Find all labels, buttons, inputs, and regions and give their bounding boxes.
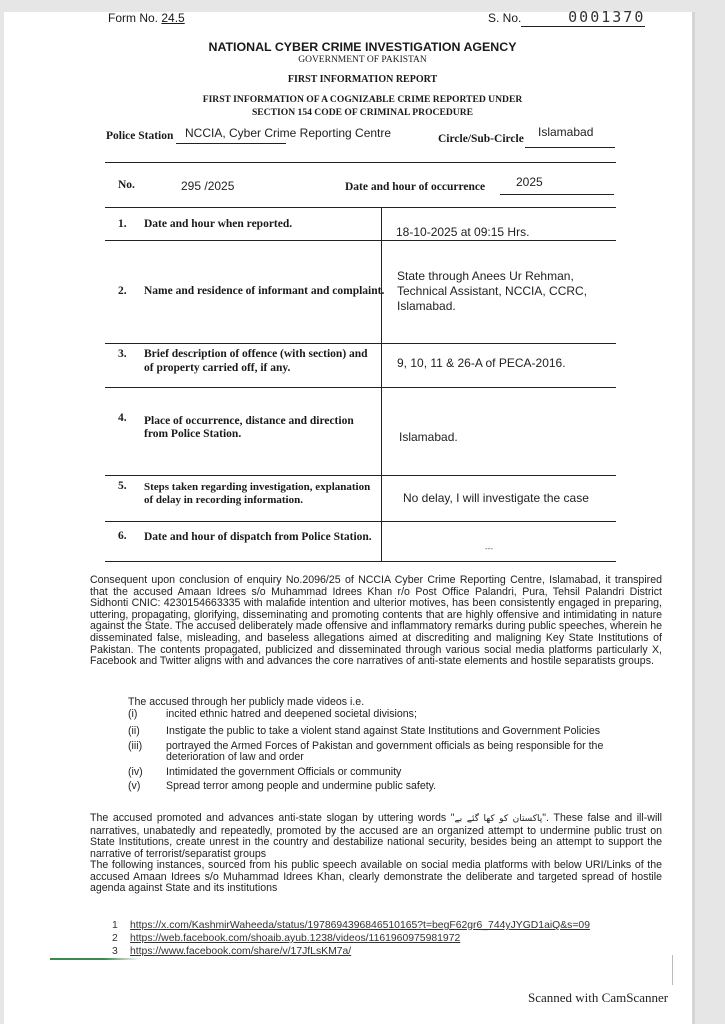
row-2-value-line1: State through Anees Ur Rehman, xyxy=(397,269,574,283)
list-marker-2: (ii) xyxy=(128,725,140,737)
row-1-label: Date and hour when reported. xyxy=(144,218,293,230)
evidence-link-2[interactable]: https://web.facebook.com/shoaib.ayub.1238/videos/1161960975981972 xyxy=(130,933,461,944)
circle-value: Islamabad xyxy=(538,125,594,139)
occurrence-value: 2025 xyxy=(516,175,543,189)
table-rule xyxy=(105,387,616,388)
row-5-label-line1: Steps taken regarding investigation, explanation xyxy=(144,481,371,493)
urdu-slogan: پاکستان کو کھا گئے بے xyxy=(454,814,543,824)
list-text-2: Instigate the public to take a violent stand against State Institutions and Government Policies xyxy=(166,725,601,737)
table-rule xyxy=(105,521,616,522)
police-station-value: NCCIA, Cyber Crime Reporting Centre xyxy=(185,126,392,140)
list-text-5: Spread terror among people and undermine public safety. xyxy=(166,780,437,792)
scan-artifact-line xyxy=(50,958,140,960)
table-rule xyxy=(105,240,616,241)
list-marker-5: (v) xyxy=(128,780,141,792)
row-6-number: 6. xyxy=(118,530,127,542)
list-marker-1: (i) xyxy=(128,708,138,720)
row-2-label: Name and residence of informant and complaint. xyxy=(144,285,385,297)
link-number-3: 3 xyxy=(112,946,118,957)
list-text-4: Intimidated the government Officials or community xyxy=(166,766,402,778)
link-row-2 xyxy=(112,933,460,944)
row-5-value: No delay, I will investigate the case xyxy=(403,491,589,505)
list-text-1: incited ethnic hatred and deepened societal divisions; xyxy=(166,708,417,720)
camscanner-watermark: Scanned with CamScanner xyxy=(528,990,669,1005)
link-number-2: 2 xyxy=(112,933,118,944)
row-3-label-line2: of property carried off, if any. xyxy=(144,362,291,374)
report-subtitle-line1: FIRST INFORMATION OF A COGNIZABLE CRIME REPORTED UNDER xyxy=(202,94,523,105)
report-title: FIRST INFORMATION REPORT xyxy=(287,74,438,85)
table-column-divider xyxy=(381,207,382,562)
row-3-value: 9, 10, 11 & 26-A of PECA-2016. xyxy=(397,356,566,370)
government-title: GOVERNMENT OF PAKISTAN xyxy=(298,55,427,65)
divider xyxy=(105,162,616,163)
form-number-label: Form No. xyxy=(108,11,159,25)
list-text-3-cont: deterioration of law and order xyxy=(166,751,304,763)
row-2-value-line2: Technical Assistant, NCCIA, CCRC, xyxy=(397,284,588,298)
serial-number xyxy=(488,8,645,27)
list-marker-4: (iv) xyxy=(128,766,143,778)
form-number xyxy=(108,11,203,25)
report-subtitle-line2: SECTION 154 CODE OF CRIMINAL PROCEDURE xyxy=(251,107,474,118)
form-number-value: 24.5 xyxy=(161,11,185,25)
evidence-link-3[interactable]: https://www.facebook.com/share/v/17JfLsKM7a/ xyxy=(130,946,352,957)
table-rule xyxy=(105,475,616,476)
occurrence-label: Date and hour of occurrence xyxy=(345,181,486,193)
row-5-label-line2: of delay in recording information. xyxy=(144,494,303,506)
row-4-number: 4. xyxy=(118,412,127,424)
row-2-number: 2. xyxy=(118,285,127,297)
paragraph-2-rest: ". These false and ill-will narratives, unabatedly and repeatedly, promoted by the accused are an organized attempt to undermine public trust on State Institutions, create unrest in the country and destabilize national security, besides being an attempt to support the narrative of terrorist/separatist groups xyxy=(90,812,662,860)
row-4-label-line1: Place of occurrence, distance and direction xyxy=(144,415,354,427)
link-row-1 xyxy=(112,920,590,931)
serial-number-value: 0001370 xyxy=(521,8,645,27)
narrative-paragraph-1: Consequent upon conclusion of enquiry No.2096/25 of NCCIA Cyber Crime Reporting Centre, Islamabad, it transpired that the accused Amaan Idrees s/o Muhammad Idrees Khan r/o Post Office Palandri, Pura, Tehsil Palandri District Sidhonti CNIC: 4230154663335 with malafide intention and ulterior motives, has been consistently engaged in preparing, uttering, propagating, glorifying, disseminating and promoting contents that are highly offensive and intimidating in nature against the State. The accused deliberately made offensive and inflammatory remarks during public speeches, wherein he disseminated false, misleading, and baseless allegations aimed at discrediting and maligning Key State Institutions of Pakistan. The contents propagated, publicized and disseminated through various social media platforms particularly X, Facebook and Twitter aligns with and advances the core narratives of anti-state elements and hostile separatists groups. xyxy=(90,574,662,668)
narrative-paragraph-2 xyxy=(90,813,662,860)
police-station-label: Police Station xyxy=(106,130,174,142)
row-4-value: Islamabad. xyxy=(399,430,458,444)
row-1-number: 1. xyxy=(118,218,127,230)
table-rule xyxy=(105,343,616,344)
scan-artifact-edge xyxy=(672,955,673,985)
table-rule xyxy=(105,207,616,208)
row-6-value: --- xyxy=(485,544,493,553)
row-4-label-line2: from Police Station. xyxy=(144,428,242,440)
fir-number-label: No. xyxy=(118,179,135,191)
page-edge xyxy=(692,12,695,1024)
circle-label: Circle/Sub-Circle xyxy=(438,133,524,145)
narrative-paragraph-3: The following instances, sourced from his public speech available on social media platforms with below URI/Links of the accused Amaan Idrees s/o Muhammad Idrees Khan, clearly demonstrate the deliberate and targeted spread of hostile agenda against State and its institutions xyxy=(90,859,662,895)
row-3-number: 3. xyxy=(118,348,127,360)
row-6-label: Date and hour of dispatch from Police Station. xyxy=(144,531,372,543)
table-rule xyxy=(105,561,616,562)
evidence-link-1[interactable]: https://x.com/KashmirWaheeda/status/1978694396846510165?t=begF62gr6_744yJYGD1aiQ&s=09 xyxy=(130,920,590,931)
row-3-label-line1: Brief description of offence (with section) and xyxy=(144,348,368,360)
link-row-3 xyxy=(112,946,351,957)
row-1-value: 18-10-2025 at 09:15 Hrs. xyxy=(396,225,530,239)
serial-number-label: S. No. xyxy=(488,11,522,25)
row-5-number: 5. xyxy=(118,480,127,492)
paragraph-2-start: The accused promoted and advances anti-state slogan by uttering words " xyxy=(90,812,455,824)
link-number-1: 1 xyxy=(112,920,118,931)
list-intro: The accused through her publicly made videos i.e. xyxy=(128,696,365,708)
list-marker-3: (iii) xyxy=(128,740,143,752)
list-text-3: portrayed the Armed Forces of Pakistan and government officials as being responsible for the xyxy=(166,740,604,752)
row-2-value-line3: Islamabad. xyxy=(397,299,456,313)
agency-title: NATIONAL CYBER CRIME INVESTIGATION AGENCY xyxy=(208,40,517,54)
fir-number-value: 295 /2025 xyxy=(181,179,235,193)
